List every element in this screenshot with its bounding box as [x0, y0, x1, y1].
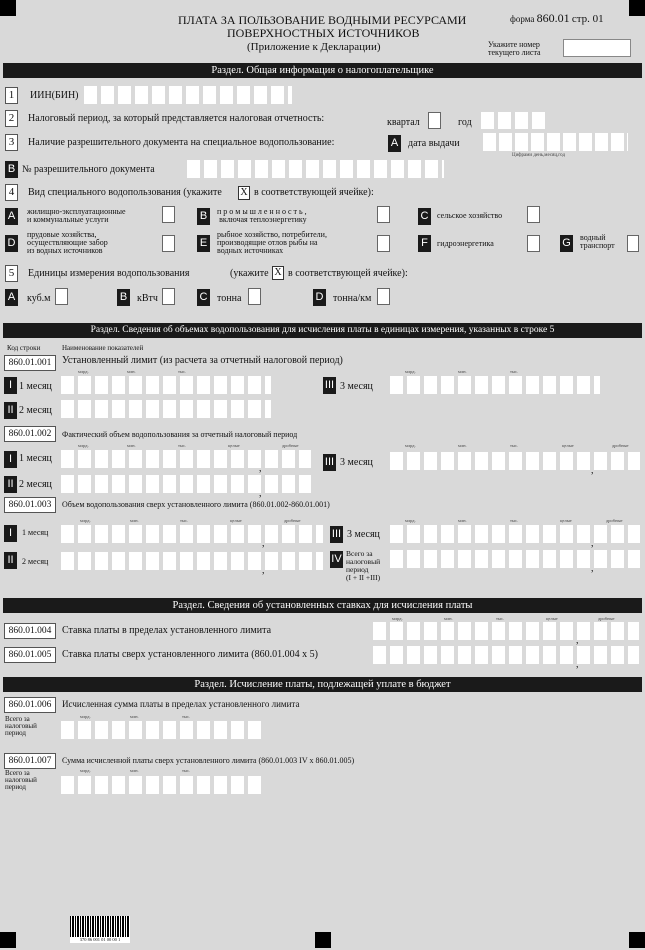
scale-001-m1-mln: млн. — [127, 369, 136, 374]
field-004[interactable] — [373, 622, 639, 640]
usage-letter-e: E — [197, 235, 210, 252]
unit-b-checkbox[interactable] — [162, 288, 175, 305]
field-001-m3[interactable] — [390, 376, 600, 394]
scale-003-l-frac: дробные — [284, 518, 301, 523]
scale-006-mlrd: млрд. — [80, 714, 91, 719]
scale-002-l-tys: тыс. — [178, 443, 187, 448]
scale-s3-int: целые — [546, 616, 558, 621]
field-001-m1[interactable] — [61, 376, 271, 394]
form-title-line3: (Приложение к Декларации) — [247, 41, 381, 53]
section1-header: Раздел. Общая информация о налогоплательщике — [3, 63, 642, 78]
comma-003-m3: , — [591, 538, 594, 549]
row-001-label: Установленный лимит (из расчета за отчетный налоговой период) — [62, 355, 343, 366]
usage-f-label: гидроэнергетика — [437, 239, 494, 248]
issue-date-field[interactable] — [483, 133, 628, 151]
scale-002-l-mlrd: млрд. — [78, 443, 89, 448]
usage-letter-b: B — [197, 208, 210, 225]
scale-003-l-int: целые — [230, 518, 242, 523]
scale-002-l-int: целые — [228, 443, 240, 448]
scale-002-l-frac: дробные — [282, 443, 299, 448]
units-x-sample: X — [272, 266, 284, 280]
total-006-label: Всего за налоговый период — [5, 715, 37, 737]
permit-no-label: № разрешительного документа — [22, 164, 155, 175]
usage-letter-g: G — [560, 235, 573, 252]
comma-004: , — [576, 635, 579, 646]
roman-i-003: I — [4, 525, 17, 542]
scale-007-mlrd: млрд. — [80, 768, 91, 773]
roman-ii-003: II — [4, 552, 17, 569]
code-860-01-003: 860.01.003 — [4, 497, 56, 513]
iin-field[interactable] — [84, 86, 292, 104]
barcode-number: 370 86 001 01 00 00 1 — [70, 937, 130, 943]
year-field[interactable] — [481, 112, 547, 129]
field-003-m3[interactable] — [390, 525, 640, 543]
section2-header: Раздел. Сведения об объемах водопользования для исчисления платы в единицах измерения, указанных в строке 5 — [3, 323, 642, 338]
scale-003-r-int: целые — [560, 518, 572, 523]
row-002-label: Фактический объем водопользования за отчетный налоговый период — [62, 430, 298, 439]
scale-001-m1: млрд. — [78, 369, 89, 374]
m2-003-label: 2 месяц — [22, 557, 49, 566]
usage-b-label: п р о м ы ш л е н н о с т ь , включая теплоэнергетику — [217, 207, 307, 224]
scale-s3-tys: тыс. — [496, 616, 505, 621]
scale-s3-mlrd: млрд. — [392, 616, 403, 621]
usage-c-label: сельское хозяйство — [437, 211, 503, 220]
usage-a-checkbox[interactable] — [162, 206, 175, 223]
issue-date-label: дата выдачи — [408, 138, 460, 149]
field-006[interactable] — [61, 721, 261, 739]
comma-003-total: , — [591, 563, 594, 574]
x-sample-box: X — [238, 186, 250, 200]
year-label: год — [458, 117, 472, 128]
code-860-01-004: 860.01.004 — [4, 623, 56, 639]
usage-letter-c: C — [418, 208, 431, 225]
roman-iii-001: III — [323, 377, 336, 394]
usage-d-label: прудовые хозяйства, осуществляющие забор из водных источников — [27, 230, 108, 255]
comma-002-m2: , — [259, 488, 262, 499]
field-002-m2[interactable] — [61, 475, 311, 493]
m1-003-label: 1 месяц — [22, 528, 49, 537]
scale-003-r-frac: дробные — [606, 518, 623, 523]
scale-006-mln: млн. — [130, 714, 139, 719]
section4-header: Раздел. Исчисление платы, подлежащей уплате в бюджет — [3, 677, 642, 692]
unit-d-checkbox[interactable] — [377, 288, 390, 305]
units-tail: в соответствующей ячейке): — [288, 268, 408, 279]
usage-e-label: рыбное хозяйство, потребители, производящие отлов рыбы на водных источниках — [217, 230, 327, 255]
usage-type-label: Вид специального водопользования (укажите — [28, 187, 222, 198]
code-860-01-006: 860.01.006 — [4, 697, 56, 713]
comma-005: , — [576, 659, 579, 670]
comma-003-m2: , — [262, 565, 265, 576]
scale-007-mln: млн. — [130, 768, 139, 773]
roman-i-001: I — [4, 377, 17, 394]
letter-a-permit: A — [388, 135, 401, 152]
scale-s3-frac: дробные — [598, 616, 615, 621]
field-003-total[interactable] — [390, 550, 640, 568]
field-003-m1[interactable] — [61, 525, 323, 543]
roman-i-002: I — [4, 451, 17, 468]
scale-s3-mln: млн. — [444, 616, 453, 621]
corner-mark-tr — [629, 0, 645, 16]
unit-c-label: тонна — [217, 293, 242, 304]
form-title-line1: ПЛАТА ЗА ПОЛЬЗОВАНИЕ ВОДНЫМИ РЕСУРСАМИ — [178, 13, 467, 27]
row-003-label: Объем водопользования сверх установленного лимита (860.01.002-860.01.001) — [62, 500, 330, 509]
roman-iii-003: III — [330, 526, 343, 543]
units-mid: (укажите — [230, 268, 269, 279]
unit-c-checkbox[interactable] — [248, 288, 261, 305]
permit-no-field[interactable] — [187, 160, 444, 178]
corner-mark-br — [629, 932, 645, 948]
unit-a-label: куб.м — [27, 293, 51, 304]
m1-002-label: 1 месяц — [19, 453, 52, 464]
usage-f-checkbox[interactable] — [527, 235, 540, 252]
roman-ii-001: II — [4, 402, 17, 419]
usage-letter-d: D — [5, 235, 18, 252]
comma-003-m1: , — [262, 538, 265, 549]
roman-iii-002: III — [323, 454, 336, 471]
corner-mark-bl — [0, 932, 16, 948]
row-number-1: 1 — [5, 87, 18, 104]
date-hint: Цифрами день,месяц,год — [512, 153, 566, 158]
period-label: Налоговый период, за который представляется налоговая отчетность: — [28, 113, 325, 124]
scale-002-r-tys: тыс. — [510, 443, 519, 448]
unit-a-checkbox[interactable] — [55, 288, 68, 305]
scale-001-m3-tys: тыс. — [510, 369, 519, 374]
row-number-4: 4 — [5, 184, 18, 201]
units-label: Единицы измерения водопользования — [28, 268, 190, 279]
col-code-header: Код строки — [7, 344, 41, 352]
m2-001-label: 2 месяц — [19, 405, 52, 416]
usage-d-checkbox[interactable] — [162, 235, 175, 252]
roman-iv-003: IV — [330, 551, 343, 568]
field-005[interactable] — [373, 646, 639, 664]
letter-b-permit-no: B — [5, 161, 18, 178]
scale-006-tys: тыс. — [182, 714, 191, 719]
quarter-label: квартал — [387, 117, 420, 128]
unit-letter-b: B — [117, 289, 130, 306]
row-006-label: Исчисленная сумма платы в пределах установленного лимита — [62, 699, 300, 709]
m3-003-label: 3 месяц — [347, 529, 380, 540]
unit-b-label: кВтч — [137, 293, 158, 304]
code-860-01-007: 860.01.007 — [4, 753, 56, 769]
corner-mark-bm — [315, 932, 331, 948]
scale-001-m1-tys: тыс. — [178, 369, 187, 374]
field-002-m1[interactable] — [61, 450, 311, 468]
usage-type-tail: в соответствующей ячейке): — [254, 187, 374, 198]
row-007-label: Сумма исчисленной платы сверх установленного лимита (860.01.003 IV x 860.01.005) — [62, 756, 355, 765]
form-label: форма 860.01 стр. 01 — [510, 11, 604, 25]
row-004-label: Ставка платы в пределах установленного лимита — [62, 625, 272, 636]
scale-003-r-mln: млн. — [458, 518, 467, 523]
scale-003-l-tys: тыс. — [180, 518, 189, 523]
iin-label: ИИН(БИН) — [30, 90, 79, 101]
m3-001-label: 3 месяц — [340, 381, 373, 392]
usage-g-label: водный транспорт — [580, 233, 615, 250]
section3-header: Раздел. Сведения об установленных ставках для исчисления платы — [3, 598, 642, 613]
m3-002-label: 3 месяц — [340, 457, 373, 468]
sheet-hint: Укажите номер текущего листа — [488, 40, 541, 57]
row-number-5: 5 — [5, 265, 18, 282]
usage-letter-f: F — [418, 235, 431, 252]
col-name-header: Наименование показателей — [62, 344, 144, 352]
sheet-number-field[interactable] — [563, 39, 631, 57]
scale-002-r-mlrd: млрд. — [405, 443, 416, 448]
quarter-field[interactable] — [428, 112, 441, 129]
permit-label: Наличие разрешительного документа на специальное водопользование: — [28, 137, 335, 148]
code-860-01-002: 860.01.002 — [4, 426, 56, 442]
usage-letter-a: A — [5, 208, 18, 225]
form-title-line2: ПОВЕРХНОСТНЫХ ИСТОЧНИКОВ — [227, 26, 420, 40]
field-001-m2[interactable] — [61, 400, 271, 418]
total-003-label: Всего за налоговый период (I + II +III) — [346, 549, 381, 582]
row-number-3: 3 — [5, 134, 18, 151]
unit-letter-a: A — [5, 289, 18, 306]
scale-003-l-mlrd: млрд. — [80, 518, 91, 523]
scale-002-r-int: целые — [562, 443, 574, 448]
unit-letter-d: D — [313, 289, 326, 306]
row-number-2: 2 — [5, 110, 18, 127]
scale-002-r-mln: млн. — [458, 443, 467, 448]
unit-d-label: тонна/км — [333, 293, 372, 304]
m1-001-label: 1 месяц — [19, 381, 52, 392]
usage-e-checkbox[interactable] — [377, 235, 390, 252]
scale-002-r-frac: дробные — [612, 443, 629, 448]
usage-a-label: жилищно-эксплуатационные и коммунальные услуги — [27, 207, 126, 224]
scale-007-tys: тыс. — [182, 768, 191, 773]
scale-003-r-tys: тыс. — [510, 518, 519, 523]
scale-001-m3-mlrd: млрд. — [405, 369, 416, 374]
usage-b-checkbox[interactable] — [377, 206, 390, 223]
total-007-label: Всего за налоговый период — [5, 769, 37, 791]
usage-g-checkbox[interactable] — [627, 235, 639, 252]
code-860-01-001: 860.01.001 — [4, 355, 56, 371]
comma-002-m3: , — [591, 465, 594, 476]
scale-001-m3-mln: млн. — [458, 369, 467, 374]
unit-letter-c: C — [197, 289, 210, 306]
field-003-m2[interactable] — [61, 552, 323, 570]
roman-ii-002: II — [4, 476, 17, 493]
comma-002-m1: , — [259, 463, 262, 474]
scale-003-l-mln: млн. — [130, 518, 139, 523]
row-005-label: Ставка платы сверх установленного лимита (860.01.004 x 5) — [62, 649, 318, 660]
code-860-01-005: 860.01.005 — [4, 647, 56, 663]
scale-002-l-mln: млн. — [127, 443, 136, 448]
scale-003-r-mlrd: млрд. — [405, 518, 416, 523]
usage-c-checkbox[interactable] — [527, 206, 540, 223]
m2-002-label: 2 месяц — [19, 479, 52, 490]
field-007[interactable] — [61, 776, 261, 794]
field-002-m3[interactable] — [390, 452, 640, 470]
corner-mark-tl — [0, 0, 16, 16]
